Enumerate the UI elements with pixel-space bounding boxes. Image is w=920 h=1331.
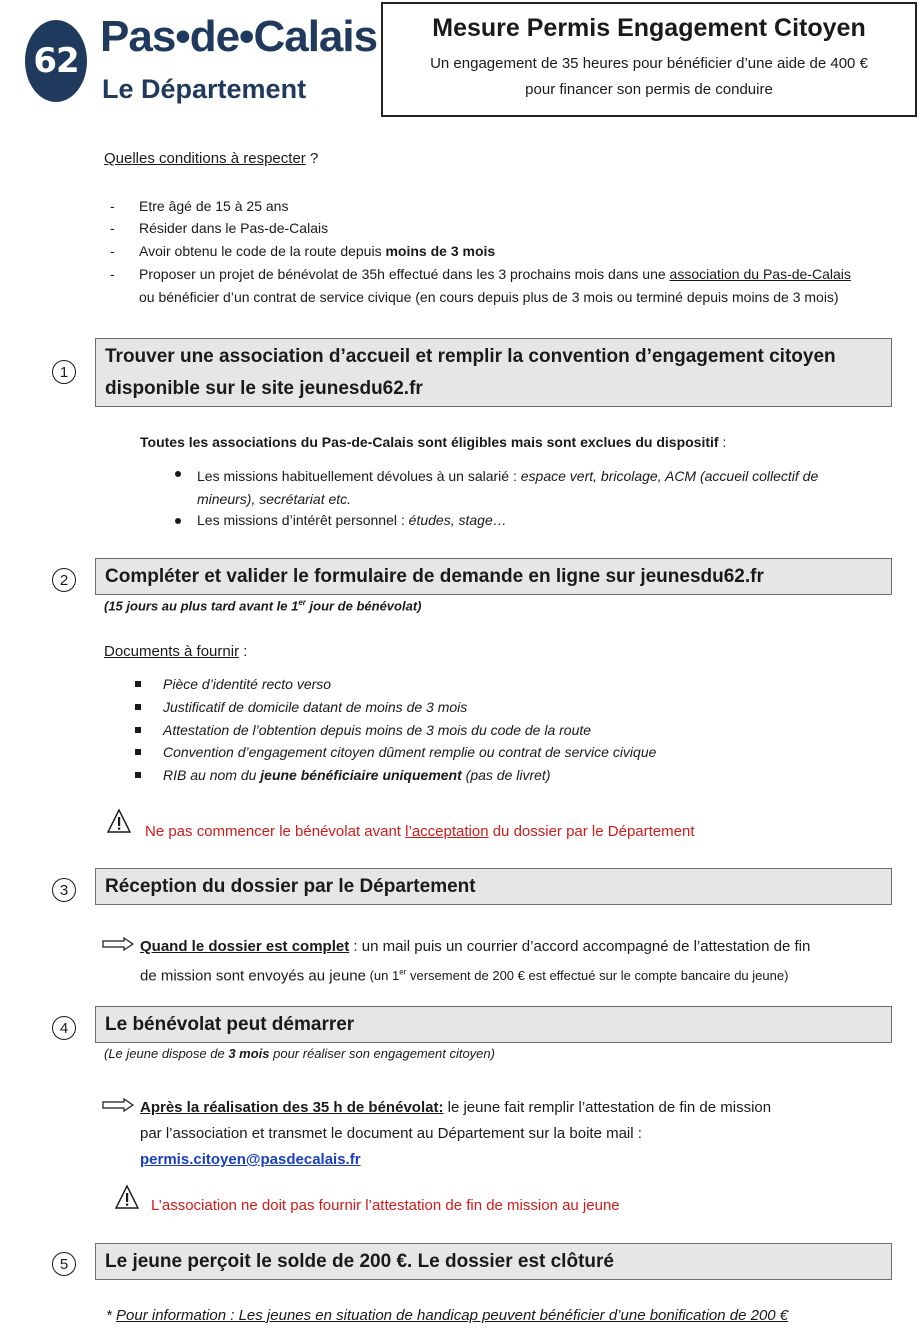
logo-number: 62	[33, 41, 79, 81]
docs-heading-text: Documents à fournir	[104, 643, 240, 660]
warning-underline: l’acceptation	[405, 823, 489, 840]
step-1-note-bold: Toutes les associations du Pas-de-Calais sont éligibles mais sont exclues du dispositif	[140, 434, 719, 450]
arrow-right-icon	[102, 937, 134, 951]
step-3-bold: Quand le dossier est complet	[140, 938, 350, 955]
step-4-text-1: le jeune fait remplir l’attestation de fin de mission	[443, 1099, 772, 1116]
bullet	[175, 471, 181, 477]
step-2-note	[104, 598, 421, 613]
subtitle-line-2: pour financer son permis de conduire	[525, 81, 773, 98]
step-3-sup: er	[399, 968, 407, 977]
condition-text: Avoir obtenu le code de la route depuis	[139, 243, 386, 259]
docs-heading	[104, 643, 247, 660]
warning-icon	[114, 1184, 140, 1210]
bullet-text: Les missions habituellement dévolues à un salarié :	[197, 468, 521, 484]
conditions-heading-text: Quelles conditions à respecter	[104, 150, 306, 167]
step-2-warning	[145, 823, 695, 840]
bullet	[135, 749, 141, 755]
docs-heading-suffix: :	[239, 643, 248, 660]
warning-text: du dossier par le Département	[488, 823, 695, 840]
step-number-3: 3	[52, 878, 76, 902]
bullet	[135, 704, 141, 710]
bullet	[175, 518, 181, 524]
step-number-4: 4	[52, 1016, 76, 1040]
step-4-bold: Après la réalisation des 35 h de bénévolat:	[140, 1099, 444, 1116]
step-4-box	[95, 1006, 892, 1043]
condition-text: ou bénéficier d’un contrat de service civique (en cours depuis plus de 3 mois ou terminé depuis moins de 3 mois)	[139, 289, 839, 305]
step-5-box	[95, 1243, 892, 1280]
step-3-title: Réception du dossier par le Département	[105, 876, 476, 897]
logo-badge	[25, 20, 87, 102]
step-4-title: Le bénévolat peut démarrer	[105, 1014, 355, 1035]
note-text: (15 jours au plus tard avant le 1	[104, 598, 299, 614]
bullet-italic: espace vert, bricolage, ACM (accueil collectif de	[520, 468, 819, 484]
step-3-text-1: : un mail puis un courrier d’accord accompagné de l’attestation de fin	[349, 938, 811, 955]
bullet	[135, 681, 141, 687]
condition-text: Etre âgé de 15 à 25 ans	[139, 198, 289, 214]
step-5-title: Le jeune perçoit le solde de 200 €. Le dossier est clôturé	[105, 1251, 614, 1272]
logo-subtitle: Le Département	[102, 74, 307, 104]
warning-icon	[106, 808, 132, 834]
doc-item: Attestation de l’obtention depuis moins de 3 mois du code de la route	[163, 722, 592, 738]
doc-bold: jeune bénéficiaire uniquement	[260, 767, 462, 783]
page-subtitle	[383, 51, 915, 103]
doc-item: Pièce d’identité recto verso	[163, 676, 332, 692]
arrow-right-icon	[102, 1098, 134, 1112]
conditions-heading-suffix: ?	[305, 150, 319, 167]
doc-text: (pas de livret)	[461, 767, 551, 783]
bullet	[135, 772, 141, 778]
step-1-note-suffix: :	[718, 434, 727, 450]
bullet-text: Les missions d’intérêt personnel :	[197, 512, 409, 528]
footer-star: *	[106, 1307, 117, 1324]
step-1-box	[95, 338, 892, 407]
doc-item	[163, 767, 550, 783]
step-2-box	[95, 558, 892, 595]
step-3-text	[140, 934, 810, 989]
step-1-bullet-2	[197, 512, 507, 528]
title-box	[381, 2, 917, 117]
bullet-italic: études, stage…	[408, 512, 507, 528]
step-number-5: 5	[52, 1252, 76, 1276]
step-3-box	[95, 868, 892, 905]
bullet	[135, 727, 141, 733]
page-title: Mesure Permis Engagement Citoyen	[432, 14, 866, 42]
note-text: pour réaliser son engagement citoyen)	[269, 1046, 495, 1061]
step-4-note	[104, 1046, 495, 1061]
note-text: (Le jeune dispose de	[104, 1046, 229, 1061]
step-4-text-2: par l’association et transmet le document au Département sur la boite mail :	[140, 1125, 642, 1142]
step-number-1: 1	[52, 360, 76, 384]
step-1-note	[140, 434, 726, 450]
note-text: jour de bénévolat)	[305, 598, 422, 614]
note-sup: er	[298, 598, 306, 607]
step-4-text	[140, 1095, 771, 1173]
condition-bold: moins de 3 mois	[385, 243, 496, 259]
note-bold: 3 mois	[228, 1046, 270, 1061]
doc-text: RIB au nom du	[163, 767, 261, 783]
bullet-italic: mineurs), secrétariat etc.	[197, 491, 352, 507]
step-2-title: Compléter et valider le formulaire de demande en ligne sur jeunesdu62.fr	[105, 566, 764, 587]
email-link[interactable]: permis.citoyen@pasdecalais.fr	[140, 1151, 361, 1168]
subtitle-line-1: Un engagement de 35 heures pour bénéficier d’une aide de 400 €	[430, 55, 868, 72]
step-1-title-line-1: Trouver une association d’accueil et remplir la convention d’engagement citoyen	[105, 346, 836, 367]
condition-text: Proposer un projet de bénévolat de 35h effectué dans les 3 prochains mois dans une	[139, 266, 670, 282]
association-link[interactable]: association du Pas-de-Calais	[669, 266, 851, 282]
warning-text: Ne pas commencer le bénévolat avant	[145, 823, 406, 840]
step-1-title-line-2: disponible sur le site jeunesdu62.fr	[105, 378, 423, 399]
footer-text: Pour information : Les jeunes en situation de handicap peuvent bénéficier d’une bonification de 200 €	[116, 1307, 789, 1324]
step-4-warning: L’association ne doit pas fournir l’attestation de fin de mission au jeune	[151, 1197, 620, 1214]
conditions-heading	[104, 150, 318, 167]
condition-text: Résider dans le Pas-de-Calais	[139, 220, 329, 236]
step-3-small: (un 1	[365, 968, 400, 984]
step-3-small: versement de 200 € est effectué sur le compte bancaire du jeune)	[406, 968, 789, 984]
doc-item: Convention d’engagement citoyen dûment remplie ou contrat de service civique	[163, 744, 657, 760]
step-1-bullet-1	[197, 465, 818, 511]
footer-note	[106, 1307, 788, 1324]
step-number-2: 2	[52, 568, 76, 592]
logo-title: Pas•de•Calais	[100, 12, 378, 61]
step-3-text-2: de mission sont envoyés au jeune	[140, 967, 366, 985]
doc-item: Justificatif de domicile datant de moins de 3 mois	[163, 699, 468, 715]
